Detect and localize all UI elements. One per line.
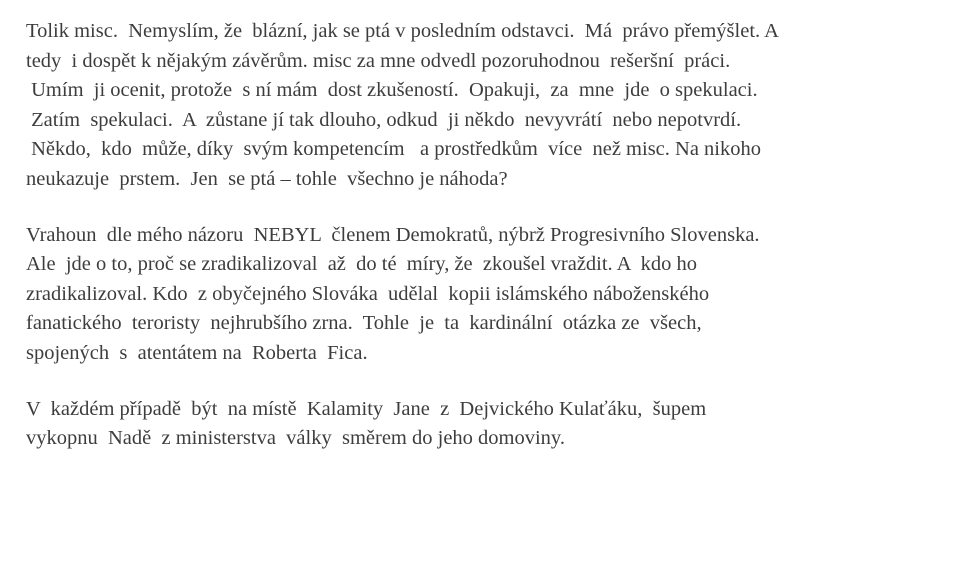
text-line: vykopnu Nadě z ministerstva války směrem do jeho domoviny. [26,427,565,450]
text-line: Tolik misc. Nemyslím, že blázní, jak se ptá v posledním odstavci. Má právo přemýšlet. A [26,20,779,42]
text-line: Ale jde o to, proč se zradikalizoval až do té míry, že zkoušel vraždit. A kdo ho [26,253,697,276]
text-line: Umím ji ocenit, protože s ní mám dost zkušeností. Opakuji, za mne jde o spekulaci. [26,79,758,102]
text-line: spojených s atentátem na Roberta Fica. [26,341,368,364]
text-line: Zatím spekulaci. A zůstane jí tak dlouho, odkud ji někdo nevyvrátí nebo nepotvrdí. [26,108,742,131]
comment-body [26,17,966,480]
text-line: Vrahoun dle mého názoru NEBYL členem Demokratů, nýbrž Progresivního Slovenska. [26,223,760,246]
text-line: Někdo, kdo může, díky svým kompetencím a prostředkům více než misc. Na nikoho [26,138,761,161]
comment-paragraph-1 [26,17,966,195]
text-line: neukazuje prstem. Jen se ptá – tohle všechno je náhoda? [26,167,508,190]
text-line: V každém případě být na místě Kalamity Jane z Dejvického Kulaťáku, šupem [26,397,707,420]
text-line: tedy i dospět k nějakým závěrům. misc za mne odvedl pozoruhodnou rešeršní práci. [26,49,731,72]
comment-paragraph-2 [26,221,966,369]
comment-paragraph-3 [26,395,966,454]
text-line: fanatického teroristy nejhrubšího zrna. Tohle je ta kardinální otázka ze všech, [26,312,702,335]
text-line: zradikalizoval. Kdo z obyčejného Slováka udělal kopii islámského náboženského [26,282,710,305]
